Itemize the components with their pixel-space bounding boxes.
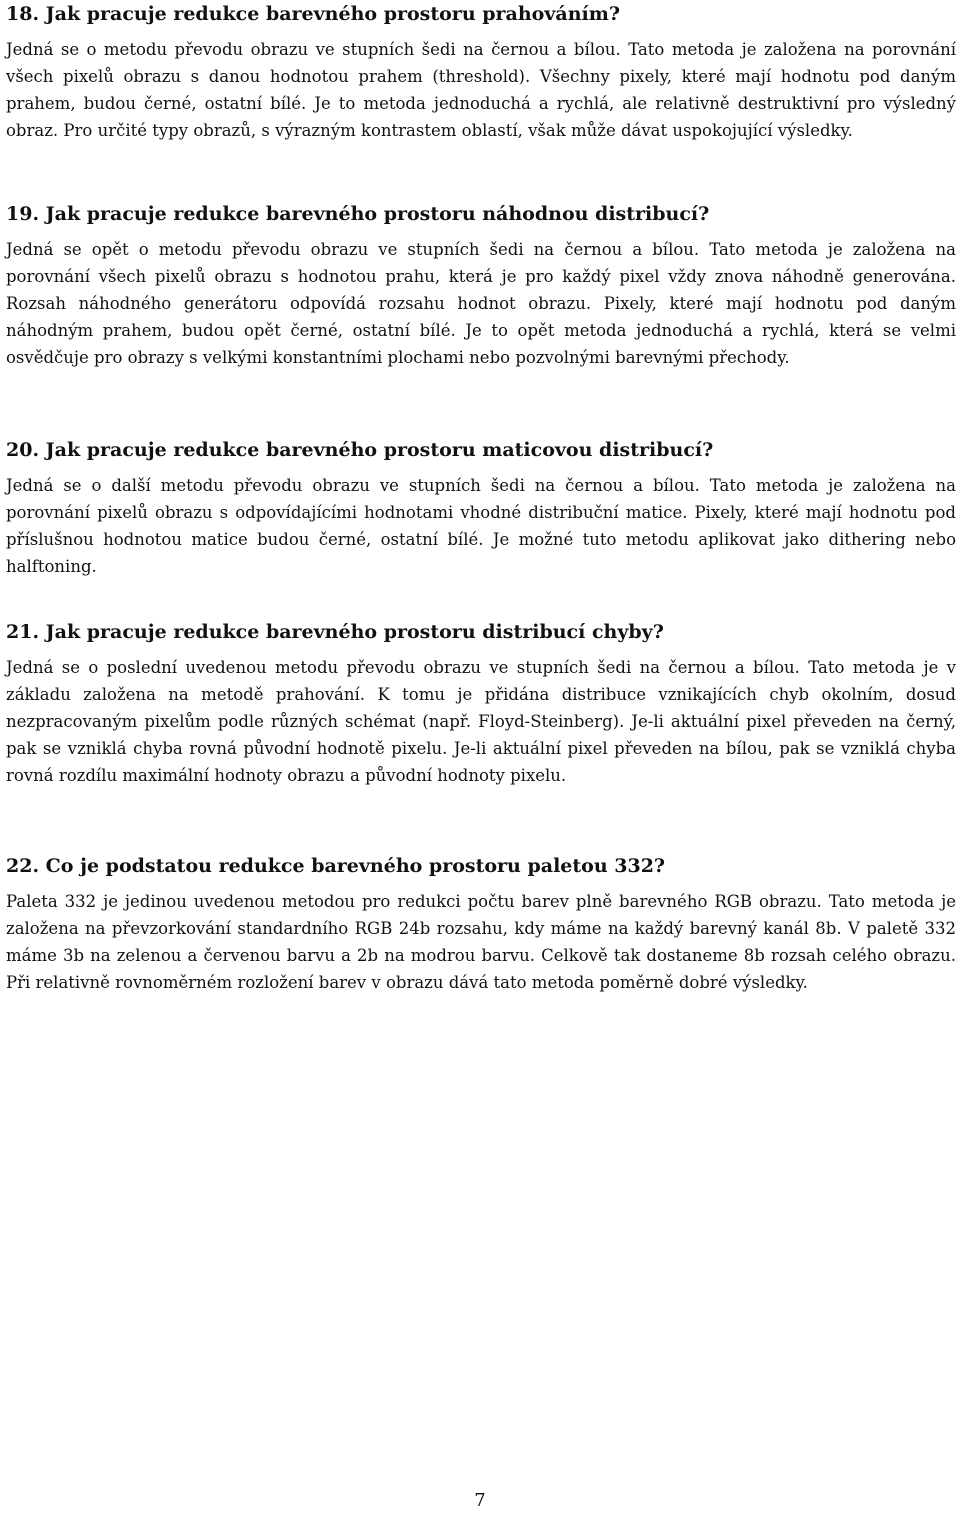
section-19 xyxy=(6,200,956,372)
section-paragraph: Paleta 332 je jedinou uvedenou metodou pro redukci počtu barev plně barevného RGB obrazu. Tato metoda je založena na převzorkování standardního RGB 24b rozsahu, kdy máme na každý barevný kanál 8b. V paletě 332 máme 3b na zelenou a červenou barvu a 2b na modrou barvu. Celkově tak dostaneme 8b rozsah celého obrazu. Při relativně rovnoměrném rozložení barev v obrazu dává tato metoda poměrně dobré výsledky. xyxy=(6,892,956,992)
section-paragraph: Jedná se o poslední uvedenou metodu převodu obrazu ve stupních šedi na černou a bílou. Tato metoda je v základu založena na metodě prahování. K tomu je přidána distribuce vznikajících chyb okolním, dosud nezpracovaným pixelům podle různých schémat (např. Floyd-Steinberg). Je-li aktuální pixel převeden na černý, pak se vzniklá chyba rovná původní hodnotě pixelu. Je-li aktuální pixel převeden na bílou, pak se vzniklá chyba rovná rozdílu maximální hodnoty obrazu a původní hodnoty pixelu. xyxy=(6,658,956,785)
section-18 xyxy=(6,0,956,145)
section-paragraph: Jedná se o další metodu převodu obrazu ve stupních šedi na černou a bílou. Tato metoda je založena na porovnání pixelů obrazu s odpovídajícími hodnotami vhodné distribuční matice. Pixely, které mají hodnotu pod příslušnou hodnotou matice budou černé, ostatní bílé. Je možné tuto metodu aplikovat jako dithering nebo halftoning. xyxy=(6,476,956,576)
section-22 xyxy=(6,852,956,997)
section-paragraph: Jedná se o metodu převodu obrazu ve stupních šedi na černou a bílou. Tato metoda je založena na porovnání všech pixelů obrazu s danou hodnotou prahem (threshold). Všechny pixely, které mají hodnotu pod daným prahem, budou černé, ostatní bílé. Je to metoda jednoduchá a rychlá, ale relativně destruktivní pro výsledný obraz. Pro určité typy obrazů, s výrazným kontrastem oblastí, však může dávat uspokojující výsledky. xyxy=(6,40,956,140)
section-20 xyxy=(6,436,956,581)
section-21 xyxy=(6,618,956,790)
section-paragraph: Jedná se opět o metodu převodu obrazu ve stupních šedi na černou a bílou. Tato metoda je založena na porovnání všech pixelů obrazu s hodnotou prahu, která je pro každý pixel vždy znova náhodně generována. Rozsah náhodného generátoru odpovídá rozsahu hodnot obrazu. Pixely, které mají hodnotu pod daným náhodným prahem, budou opět černé, ostatní bílé. Je to opět metoda jednoduchá a rychlá, která se velmi osvědčuje pro obrazy s velkými konstantními plochami nebo pozvolnými barevnými přechody. xyxy=(6,240,956,367)
section-heading: 18. Jak pracuje redukce barevného prostoru prahováním? xyxy=(6,3,620,25)
section-heading: 22. Co je podstatou redukce barevného prostoru paletou 332? xyxy=(6,855,666,877)
section-heading: 19. Jak pracuje redukce barevného prostoru náhodnou distribucí? xyxy=(6,203,710,225)
section-heading: 21. Jak pracuje redukce barevného prostoru distribucí chyby? xyxy=(6,621,664,643)
section-heading: 20. Jak pracuje redukce barevného prostoru maticovou distribucí? xyxy=(6,439,714,461)
page-number: 7 xyxy=(474,1490,486,1511)
